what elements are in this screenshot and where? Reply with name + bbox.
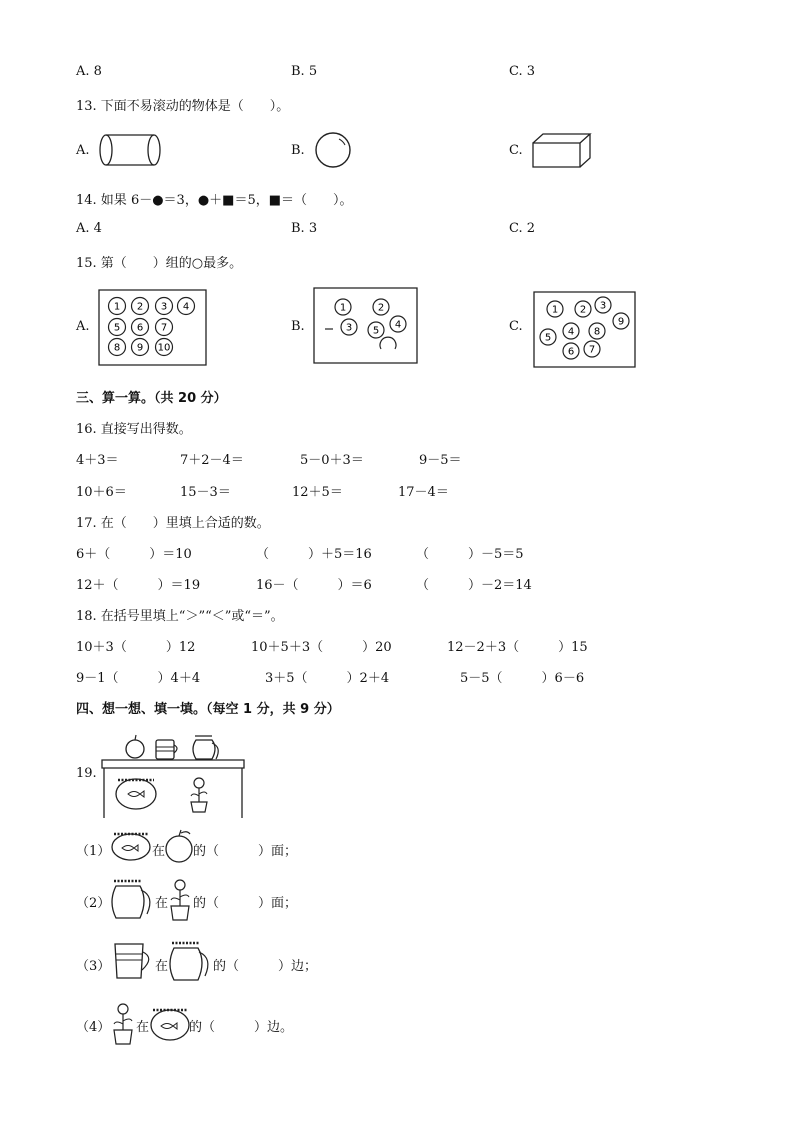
numbered-circle	[156, 319, 173, 336]
kettle-icon	[168, 940, 214, 982]
circle-number: 4	[394, 319, 402, 331]
apple-icon	[164, 828, 196, 864]
q17-item: 12＋（ ）＝19	[76, 578, 201, 593]
flower-pot-icon	[167, 878, 193, 922]
circle-number: 3	[345, 322, 353, 334]
numbered-circle	[132, 339, 149, 356]
numbered-circle	[156, 339, 173, 356]
q16-item: 10＋6＝	[76, 485, 127, 500]
numbered-circle	[109, 339, 126, 356]
q18-item: 3＋5（ ）2＋4	[265, 671, 390, 686]
circle-number: 2	[136, 301, 144, 313]
fishbowl-icon	[116, 779, 156, 809]
q15-stem: 15. 第（ ）组的○最多。	[76, 256, 243, 271]
q16-item: 5－0＋3＝	[300, 453, 364, 468]
open-circle	[380, 337, 396, 349]
q16-item: 17－4＝	[398, 485, 449, 500]
q19-2-num: （2）	[76, 896, 111, 911]
q18-item: 10＋5＋3（ ）20	[251, 640, 392, 655]
circle-number: 3	[599, 300, 607, 312]
q18-item: 9－1（ ）4＋4	[76, 671, 201, 686]
circle-number: 4	[567, 326, 575, 338]
circle-number: 9	[617, 316, 625, 328]
kettle-icon	[193, 736, 218, 759]
cylinder-icon	[98, 132, 164, 168]
q12-option-a: A. 8	[76, 64, 102, 79]
q19-4-mid: 在	[136, 1020, 150, 1035]
q14-option-a: A. 4	[76, 221, 102, 236]
numbered-circle	[109, 298, 126, 315]
q14-option-c: C. 2	[509, 221, 536, 236]
q13-label-c: C.	[509, 143, 523, 158]
q19-1-end: 的（ ）面；	[193, 844, 298, 859]
q19-3-end: 的（ ）边；	[213, 959, 318, 974]
q19-4-num: （4）	[76, 1020, 111, 1035]
q19-1-num: （1）	[76, 844, 111, 859]
section-3-title: 三、算一算。（共 20 分）	[76, 391, 227, 406]
numbered-circle	[563, 343, 579, 359]
q13-stem: 13. 下面不易滚动的物体是（ ）。	[76, 99, 290, 114]
q19-2-mid: 在	[155, 896, 169, 911]
circle-number: 6	[136, 322, 144, 334]
q19-4-end: 的（ ）边。	[189, 1020, 294, 1035]
circle-number: 7	[588, 344, 596, 356]
kettle-icon	[110, 878, 156, 920]
flower-pot-icon	[191, 778, 207, 812]
q16-item: 12＋5＝	[292, 485, 343, 500]
circle-number: 8	[113, 342, 121, 354]
circle-number: 5	[372, 325, 380, 337]
circle-number: 7	[160, 322, 168, 334]
cup-icon	[110, 940, 156, 982]
circle-number: 10	[157, 342, 171, 354]
numbered-circle	[595, 297, 611, 313]
numbered-circle	[373, 299, 389, 315]
circle-number: 5	[113, 322, 121, 334]
numbered-circle	[132, 298, 149, 315]
numbered-circle	[132, 319, 149, 336]
circle-number: 2	[377, 302, 385, 314]
numbered-circle	[335, 299, 351, 315]
circle-number: 6	[567, 346, 575, 358]
q13-label-b: B.	[291, 143, 305, 158]
q16-item: 15－3＝	[180, 485, 231, 500]
numbered-circle	[589, 323, 605, 339]
q15-label-c: C.	[509, 319, 523, 334]
circle-number: 1	[551, 304, 559, 316]
circle-number: 5	[544, 332, 552, 344]
q19-3-mid: 在	[155, 959, 169, 974]
q14-stem: 14. 如果 6－●＝3，●＋■＝5，■＝（ ）。	[76, 193, 353, 208]
numbered-circle	[178, 298, 195, 315]
circle-number: 1	[113, 301, 121, 313]
flower-pot-icon	[110, 1002, 136, 1046]
q15-label-a: A.	[76, 319, 90, 334]
q16-item: 7＋2－4＝	[180, 453, 244, 468]
q15-label-b: B.	[291, 319, 305, 334]
numbered-circle	[109, 319, 126, 336]
numbered-circle	[547, 301, 563, 317]
cuboid-icon	[532, 133, 592, 169]
circle-number: 9	[136, 342, 144, 354]
q13-label-a: A.	[76, 143, 90, 158]
q15-group-a-box	[98, 289, 208, 367]
circle-number: 2	[579, 304, 587, 316]
q18-item: 5－5（ ）6－6	[460, 671, 585, 686]
q16-item: 4＋3＝	[76, 453, 119, 468]
q19-table-scene	[98, 728, 246, 820]
q17-item: 16－（ ）＝6	[256, 578, 372, 593]
circle-number: 3	[160, 301, 168, 313]
q19-2-end: 的（ ）面；	[193, 896, 298, 911]
q12-option-c: C. 3	[509, 64, 536, 79]
q12-option-b: B. 5	[291, 64, 318, 79]
q19-3-num: （3）	[76, 959, 111, 974]
q18-item: 10＋3（ ）12	[76, 640, 196, 655]
numbered-circle	[584, 341, 600, 357]
q15-group-c-box	[533, 291, 637, 369]
q17-stem: 17. 在（ ）里填上合适的数。	[76, 516, 270, 531]
q17-item: （ ）－2＝14	[416, 578, 532, 593]
q15-group-b-box	[313, 287, 419, 365]
numbered-circle	[390, 316, 406, 332]
circle-number: 1	[339, 302, 347, 314]
circle-number: 8	[593, 326, 601, 338]
numbered-circle	[156, 298, 173, 315]
numbered-circle	[341, 319, 357, 335]
q19-label: 19.	[76, 766, 97, 781]
q16-item: 9－5＝	[419, 453, 462, 468]
numbered-circle	[613, 313, 629, 329]
circle-number: 4	[182, 301, 190, 313]
q17-item: （ ）－5＝5	[416, 547, 524, 562]
cup-icon	[156, 740, 177, 759]
q14-option-b: B. 3	[291, 221, 318, 236]
numbered-circle	[563, 323, 579, 339]
q17-item: 6＋（ ）＝10	[76, 547, 192, 562]
q17-item: （ ）＋5＝16	[256, 547, 372, 562]
fishbowl-icon	[110, 828, 152, 862]
section-4-title: 四、想一想、填一填。（每空 1 分，共 9 分）	[76, 702, 340, 717]
apple-icon	[126, 735, 144, 758]
numbered-circle	[368, 322, 384, 338]
q18-item: 12－2＋3（ ）15	[447, 640, 588, 655]
numbered-circle	[540, 329, 556, 345]
fishbowl-icon	[149, 1004, 191, 1042]
ball-icon	[313, 130, 353, 170]
q19-1-mid: 在	[152, 844, 166, 859]
q18-stem: 18. 在括号里填上“＞”“＜”或“＝”。	[76, 609, 284, 624]
q16-stem: 16. 直接写出得数。	[76, 422, 192, 437]
numbered-circle	[575, 301, 591, 317]
